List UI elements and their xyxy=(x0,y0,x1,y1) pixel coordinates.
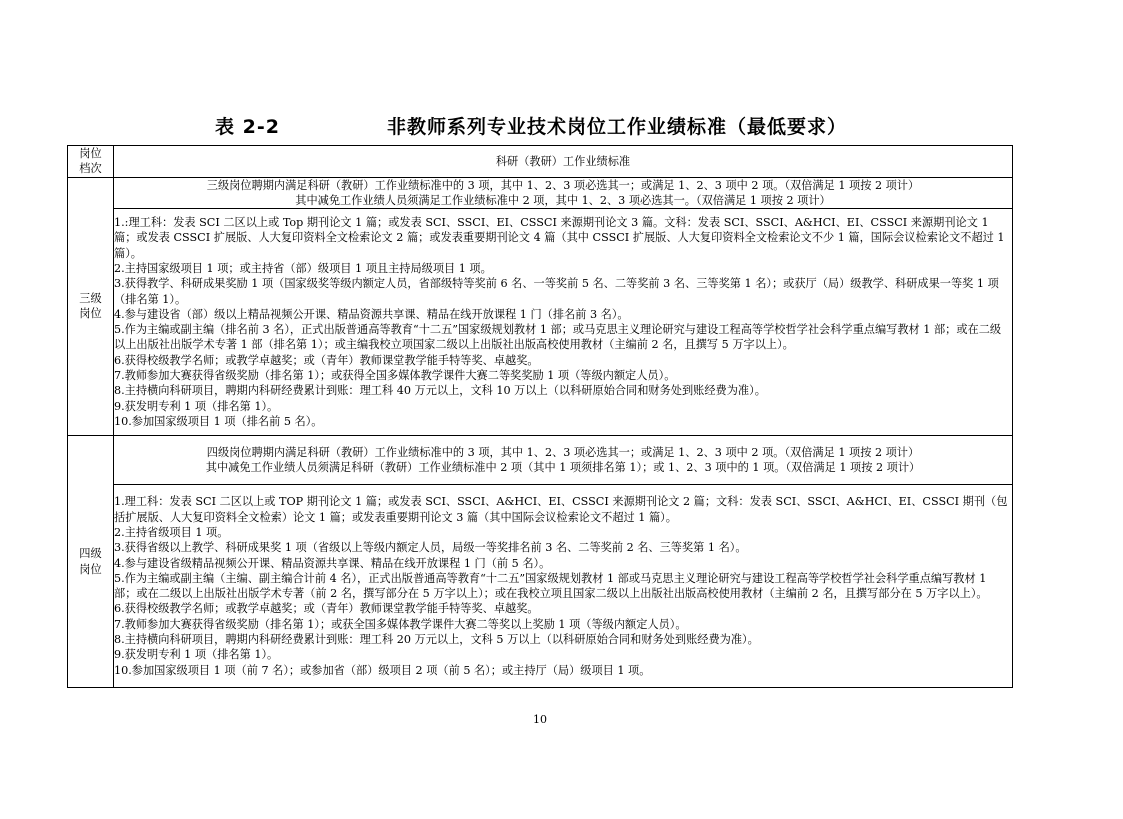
header-level-line: 档次 xyxy=(79,162,102,176)
criteria-item: 3.获得省级以上教学、科研成果奖 1 项（省级以上等级内额定人员，局级一等奖排名前 3 名、二等奖前 2 名、三等奖第 1 名）。 xyxy=(114,541,747,555)
criteria-item: 3.获得教学、科研成果奖励 1 项（国家级奖等级内额定人员，省部级特等奖前 6 名、一等奖前 5 名、二等奖前 3 名、三等奖第 1 名）；或获厅（局）级教学、科研成果一等奖 1 项（排名第 1）。 xyxy=(114,277,999,306)
criteria-item: 1.:理工科：发表 SCI 二区以上或 Top 期刊论文 1 篇；或发表 SCI、SSCI、EI、CSSCI 来源期刊论文 3 篇。文科：发表 SCI、SSCI、A&HCI、EI、CSSCI 来源期刊论文 1 篇；或发表 CSSCI 扩展版、人大复印资料全文检索论文 2 篇；或发表重要期刊论文 4 篇（其中 CSSCI 扩展版、人大复印资料全文检索论文不少 1 篇，国际会议检索论文不超过 1 篇）。 xyxy=(114,216,1005,260)
section-items-cell xyxy=(114,485,1013,688)
criteria-item: 8.主持横向科研项目，聘期内科研经费累计到账：理工科 40 万元以上，文科 10 万以上（以科研原始合同和财务处到账经费为准）。 xyxy=(114,384,766,398)
section-items-row xyxy=(68,485,1013,688)
criteria-item: 5.作为主编或副主编（主编、副主编合计前 4 名），正式出版普通高等教育“十二五”国家级规划教材 1 部或马克思主义理论研究与建设工程高等学校哲学社会科学重点编写教材 1 部；或在二级以上出版社出版学术专著（前 2 名，撰写部分在 5 万字以上）；或在我校立项且国家二级以上出版社出版高校使用教材（主编前 2 名，且撰写部分在 5 万字以上）。 xyxy=(114,571,988,601)
criteria-item: 6.获得校级教学名师；或教学卓越奖；或（青年）教师课堂教学能手特等奖、卓越奖。 xyxy=(114,353,539,367)
section-note-cell xyxy=(114,177,1013,209)
performance-standard-table xyxy=(67,145,1013,688)
note-line: 其中减免工作业绩人员须满足科研（教研）工作业绩标准中 2 项（其中 1 项须排名第 1）；或 1、2、3 项中的 1 项。（双倍满足 1 项按 2 项计） xyxy=(205,461,921,475)
header-level-line: 岗位 xyxy=(79,147,102,160)
criteria-item: 1.理工科：发表 SCI 二区以上或 TOP 期刊论文 1 篇；或发表 SCI、SSCI、A&HCI、EI、CSSCI 来源期刊论文 2 篇；文科：发表 SCI、SSCI、A&HCI、EI、CSSCI 期刊（包括扩展版、人大复印资料全文检索）论文 1 篇；或发表重要期刊论文 3 篇（其中国际会议检索论文不超过 1 篇）。 xyxy=(114,495,1008,524)
criteria-item: 4.参与建设省（部）级以上精品视频公开课、精品资源共享课、精品在线开放课程 1 门（排名前 3 名）。 xyxy=(114,307,629,321)
level-line: 三级 xyxy=(79,292,102,306)
level-line: 岗位 xyxy=(79,562,102,576)
criteria-item: 7.教师参加大赛获得省级奖励（排名第 1）；或获全国多媒体教学课件大赛二等奖以上奖励 1 项（等级内额定人员）。 xyxy=(114,617,687,631)
level-line: 岗位 xyxy=(79,307,102,321)
criteria-item: 10.参加国家级项目 1 项（前 7 名）；或参加省（部）级项目 2 项（前 5 名）；或主持厅（局）级项目 1 项。 xyxy=(114,663,651,677)
header-level-cell xyxy=(68,146,114,178)
section-items-row xyxy=(68,209,1013,436)
criteria-item: 10.参加国家级项目 1 项（排名前 5 名）。 xyxy=(114,414,323,428)
table-number: 表 2-2 xyxy=(215,116,280,138)
section-note-cell xyxy=(114,436,1013,485)
criteria-item: 9.获发明专利 1 项（排名第 1）。 xyxy=(114,399,279,413)
level-line: 四级 xyxy=(79,547,102,561)
level-cell-4 xyxy=(68,436,114,688)
criteria-item: 2.主持省级项目 1 项。 xyxy=(114,526,229,539)
table-header-row xyxy=(68,146,1013,178)
criteria-item: 7.教师参加大赛获得省级奖励（排名第 1）；或获得全国多媒体教学课件大赛二等奖奖励 1 项（等级内额定人员）。 xyxy=(114,369,676,383)
criteria-item: 2.主持国家级项目 1 项；或主持省（部）级项目 1 项且主持局级项目 1 项。 xyxy=(114,262,492,275)
criteria-item: 9.获发明专利 1 项（排名第 1）。 xyxy=(114,648,279,662)
criteria-item: 8.主持横向科研项目，聘期内科研经费累计到账：理工科 20 万元以上，文科 5 万以上（以科研原始合同和财务处到账经费为准）。 xyxy=(114,633,759,647)
note-line: 三级岗位聘期内满足科研（教研）工作业绩标准中的 3 项，其中 1、2、3 项必选其一；或满足 1、2、3 项中 2 项。（双倍满足 1 项按 2 项计） xyxy=(206,178,920,192)
note-line: 其中减免工作业绩人员须满足工作业绩标准中 2 项，其中 1、2、3 项必选其一。（双倍满足 1 项按 2 项计） xyxy=(295,193,831,207)
section-note-row xyxy=(68,436,1013,485)
criteria-item: 4.参与建设省级精品视频公开课、精品资源共享课、精品在线开放课程 1 门（前 5 名）。 xyxy=(114,556,551,570)
level-cell-3 xyxy=(68,177,114,436)
table-title: 非教师系列专业技术岗位工作业绩标准（最低要求） xyxy=(387,116,848,138)
criteria-item: 5.作为主编或副主编（排名前 3 名），正式出版普通高等教育“十二五”国家级规划教材 1 部；或马克思主义理论研究与建设工程高等学校哲学社会科学重点编写教材 1 部；或在二级以上出版社出版学术专著 1 部（排名第 1）；或主编我校立项国家二级以上出版社出版高校使用教材（主编前 2 名，且撰写 5 万字以上）。 xyxy=(114,323,1002,352)
header-standard-cell: 科研（教研）工作业绩标准 xyxy=(114,146,1013,178)
section-note-row xyxy=(68,177,1013,209)
note-line: 四级岗位聘期内满足科研（教研）工作业绩标准中的 3 项，其中 1、2、3 项必选其一；或满足 1、2、3 项中 2 项。（双倍满足 1 项按 2 项计） xyxy=(206,445,920,459)
page-number: 10 xyxy=(533,713,547,726)
section-items-cell xyxy=(114,209,1013,436)
criteria-item: 6.获得校级教学名师；或教学卓越奖；或（青年）教师课堂教学能手特等奖、卓越奖。 xyxy=(114,602,539,616)
